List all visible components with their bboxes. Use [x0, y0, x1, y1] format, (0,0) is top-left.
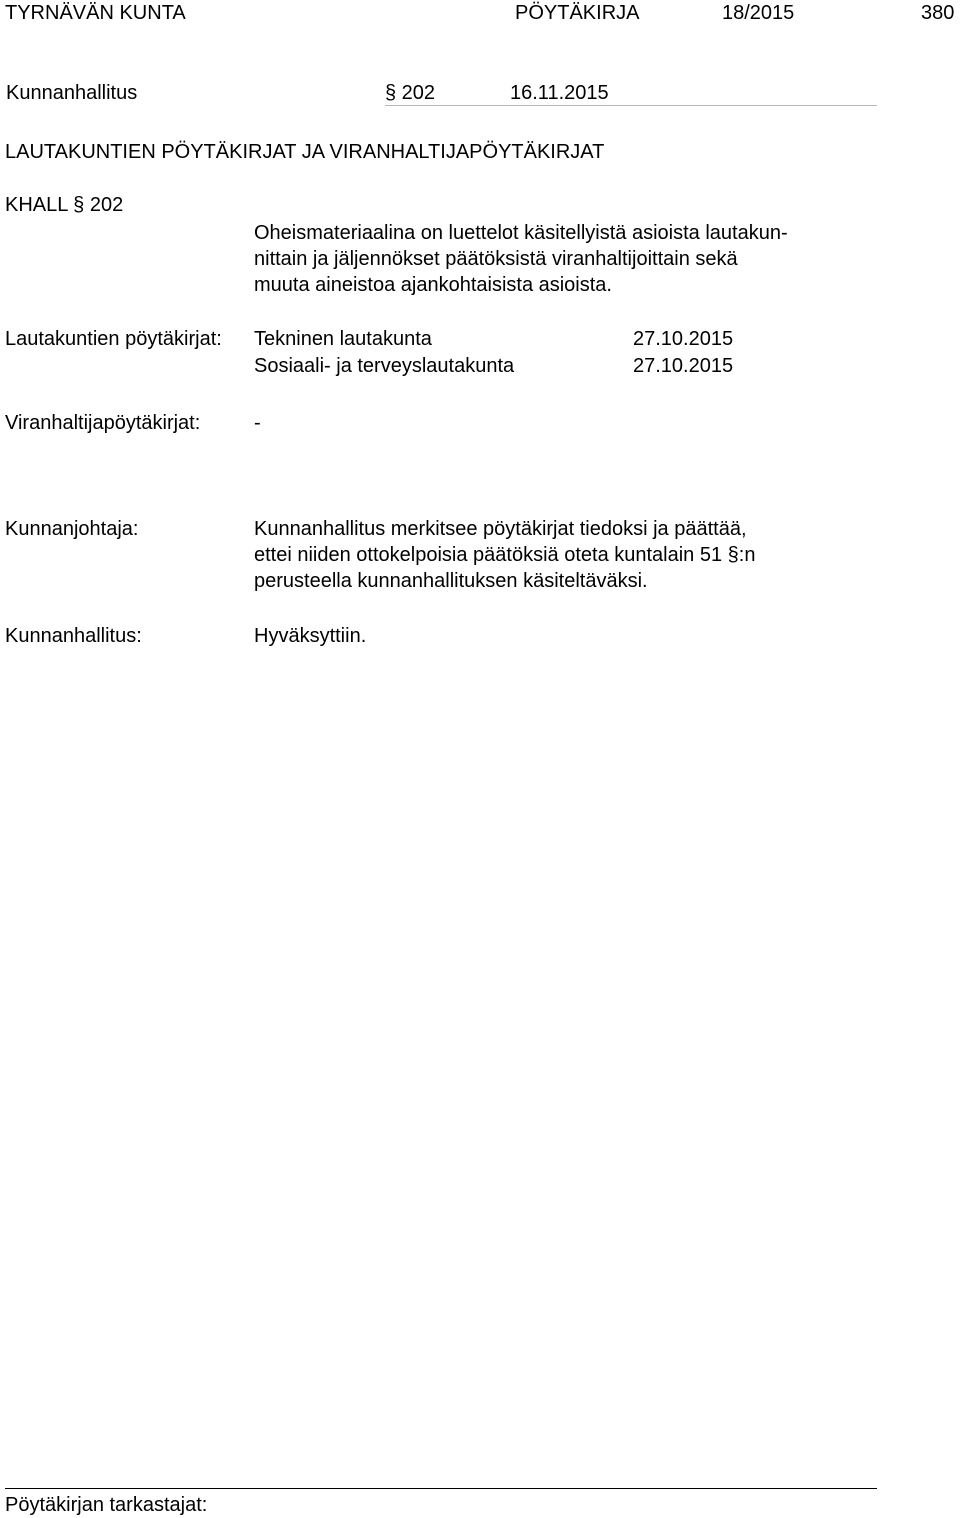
manager-label: Kunnanjohtaja: [5, 518, 139, 540]
decision-label: Kunnanhallitus: [5, 625, 142, 647]
intro-line: nittain ja jäljennökset päätöksistä viranhaltijoittain sekä [254, 248, 738, 270]
official-minutes-value: - [254, 412, 261, 434]
manager-proposal [254, 516, 755, 594]
official-minutes-label: Viranhaltijapöytäkirjat: [5, 412, 201, 434]
board-name: Sosiaali- ja terveyslautakunta [254, 355, 515, 377]
intro-line: muuta aineistoa ajankohtaisista asioista. [254, 274, 612, 296]
board-minutes-label: Lautakuntien pöytäkirjat: [5, 328, 222, 350]
page-number: 380 [921, 2, 955, 24]
footer-divider [5, 1488, 877, 1489]
proposal-line: ettei niiden ottokelpoisia päätöksiä oteta kuntalain 51 §:n [254, 544, 756, 566]
header-divider [385, 105, 877, 106]
municipality-name: TYRNÄVÄN KUNTA [5, 2, 186, 24]
proposal-line: Kunnanhallitus merkitsee pöytäkirjat tiedoksi ja päättää, [254, 518, 747, 540]
footer-reviewers-label: Pöytäkirjan tarkastajat: [5, 1494, 208, 1516]
intro-paragraph [254, 220, 788, 298]
decision-value: Hyväksyttiin. [254, 625, 367, 647]
board-name: Tekninen lautakunta [254, 328, 432, 350]
document-type: PÖYTÄKIRJA [515, 2, 640, 24]
meeting-body: Kunnanhallitus [6, 82, 138, 104]
khall-reference: KHALL § 202 [5, 194, 124, 216]
section-number: § 202 [385, 82, 436, 104]
intro-line: Oheismateriaalina on luettelot käsitellyistä asioista lautakun- [254, 222, 788, 244]
meeting-date: 16.11.2015 [510, 82, 609, 104]
document-number: 18/2015 [722, 2, 795, 24]
board-minutes-date: 27.10.2015 [633, 328, 734, 350]
page-title: LAUTAKUNTIEN PÖYTÄKIRJAT JA VIRANHALTIJAPÖYTÄKIRJAT [5, 141, 605, 163]
proposal-line: perusteella kunnanhallituksen käsiteltäväksi. [254, 570, 648, 592]
board-minutes-date: 27.10.2015 [633, 355, 734, 377]
